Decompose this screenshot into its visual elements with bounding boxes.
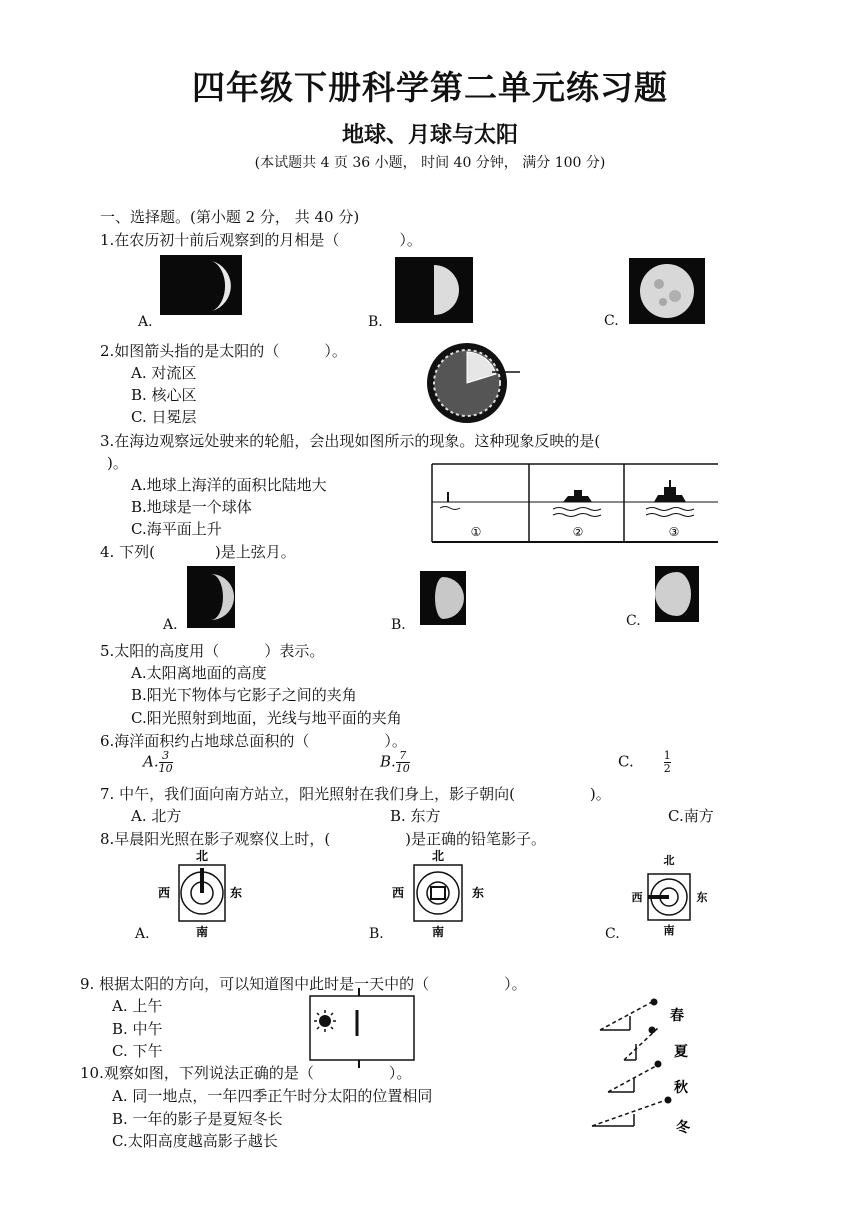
q2-option-b: B. 核心区 bbox=[131, 386, 197, 404]
q1-moon-c-image bbox=[629, 258, 705, 324]
svg-text:北: 北 bbox=[431, 849, 445, 863]
svg-text:东: 东 bbox=[229, 886, 243, 900]
q9-option-a: A. 上午 bbox=[112, 997, 163, 1015]
q8-label-a: A. bbox=[135, 926, 150, 942]
q2-sun-structure-image bbox=[420, 342, 522, 424]
q5-option-b: B.阳光下物体与它影子之间的夹角 bbox=[131, 686, 357, 704]
q6-option-c: C. $\frac{1}{2}$ bbox=[618, 749, 671, 775]
q2-option-a: A. 对流区 bbox=[131, 364, 197, 382]
q3-option-b: B.地球是一个球体 bbox=[131, 498, 252, 516]
page-subtitle: 地球、月球与太阳 bbox=[341, 123, 518, 148]
svg-text:南: 南 bbox=[663, 924, 675, 937]
question-7: 7. 中午，我们面向南方站立，阳光照射在我们身上，影子朝向( )。 bbox=[100, 785, 611, 803]
svg-text:春: 春 bbox=[670, 1008, 684, 1024]
section-heading: 一、选择题。(第小题 2 分， 共 40 分) bbox=[100, 208, 360, 226]
page-title: 四年级下册科学第二单元练习题 bbox=[192, 68, 668, 107]
question-5: 5.太阳的高度用（ ）表示。 bbox=[100, 642, 325, 660]
q7-option-c: C.南方 bbox=[668, 807, 714, 825]
q10-option-c: C.太阳高度越高影子越长 bbox=[112, 1132, 278, 1150]
q3-option-a: A.地球上海洋的面积比陆地大 bbox=[131, 476, 327, 494]
q8-label-c: C. bbox=[605, 926, 620, 942]
q5-option-c: C.阳光照射到地面，光线与地平面的夹角 bbox=[131, 709, 402, 727]
question-3: 3.在海边观察远处驶来的轮船，会出现如图所示的现象。这种现象反映的是( bbox=[100, 432, 601, 450]
q9-option-b: B. 中午 bbox=[112, 1020, 163, 1038]
q7-option-b: B. 东方 bbox=[390, 807, 441, 825]
q3-option-c: C.海平面上升 bbox=[131, 520, 222, 538]
q7-option-a: A. 北方 bbox=[131, 807, 182, 825]
svg-text:夏: 夏 bbox=[674, 1044, 688, 1060]
q1-moon-a-image bbox=[160, 255, 242, 315]
q4-label-c: C. bbox=[626, 613, 641, 629]
svg-text:北: 北 bbox=[663, 854, 675, 867]
svg-text:西: 西 bbox=[157, 886, 171, 900]
svg-text:冬: 冬 bbox=[676, 1120, 690, 1136]
q8-shadow-device-b bbox=[384, 848, 494, 940]
q4-label-b: B. bbox=[391, 617, 406, 633]
q6-option-a: A. $\frac{3}{10}$ bbox=[143, 749, 173, 775]
svg-text:东: 东 bbox=[471, 886, 485, 900]
q10-season-shadows-figure bbox=[586, 994, 706, 1142]
q4-moon-c-image bbox=[655, 566, 699, 622]
q8-shadow-device-c bbox=[628, 852, 718, 942]
question-10: 10.观察如图，下列说法正确的是（ ）。 bbox=[80, 1064, 412, 1082]
q3-figure-label-3: ③ bbox=[668, 525, 680, 539]
exam-note: (本试题共 4 页 36 小题， 时间 40 分钟， 满分 100 分) bbox=[254, 155, 606, 171]
question-8: 8.早晨阳光照在影子观察仪上时，( )是正确的铅笔影子。 bbox=[100, 830, 547, 848]
svg-text:秋: 秋 bbox=[674, 1080, 688, 1096]
q3-ship-figure bbox=[428, 462, 722, 544]
svg-text:南: 南 bbox=[431, 925, 445, 939]
q3-figure-label-2: ② bbox=[572, 525, 584, 539]
svg-text:东: 东 bbox=[696, 891, 708, 904]
svg-text:南: 南 bbox=[195, 925, 209, 939]
q10-option-b: B. 一年的影子是夏短冬长 bbox=[112, 1110, 283, 1128]
q6-option-b: B. $\frac{7}{10}$ bbox=[380, 749, 410, 775]
q4-label-a: A. bbox=[163, 617, 178, 633]
question-9: 9. 根据太阳的方向，可以知道图中此时是一天中的（ ）。 bbox=[80, 975, 527, 993]
question-6: 6.海洋面积约占地球总面积的（ ）。 bbox=[100, 732, 407, 750]
q4-moon-b-image bbox=[420, 571, 466, 625]
q4-moon-a-image bbox=[187, 566, 235, 628]
q1-moon-b-image bbox=[395, 257, 473, 323]
svg-text:西: 西 bbox=[631, 891, 643, 904]
svg-text:西: 西 bbox=[391, 886, 405, 900]
q10-option-a: A. 同一地点，一年四季正午时分太阳的位置相同 bbox=[112, 1087, 433, 1105]
q5-option-a: A.太阳离地面的高度 bbox=[131, 664, 267, 682]
q1-label-b: B. bbox=[368, 314, 383, 330]
question-3-cont: )。 bbox=[107, 454, 128, 472]
question-4: 4. 下列( )是上弦月。 bbox=[100, 543, 296, 561]
q2-option-c: C. 日冕层 bbox=[131, 408, 197, 426]
q1-label-a: A. bbox=[138, 314, 153, 330]
svg-text:北: 北 bbox=[195, 849, 209, 863]
q9-sun-direction-figure bbox=[308, 988, 418, 1068]
q8-shadow-device-a bbox=[150, 848, 260, 940]
q8-label-b: B. bbox=[369, 926, 384, 942]
q9-option-c: C. 下午 bbox=[112, 1042, 163, 1060]
question-2: 2.如图箭头指的是太阳的（ ）。 bbox=[100, 342, 347, 360]
question-1: 1.在农历初十前后观察到的月相是（ ）。 bbox=[100, 231, 422, 249]
q1-label-c: C. bbox=[604, 313, 619, 329]
q3-figure-label-1: ① bbox=[470, 525, 482, 539]
